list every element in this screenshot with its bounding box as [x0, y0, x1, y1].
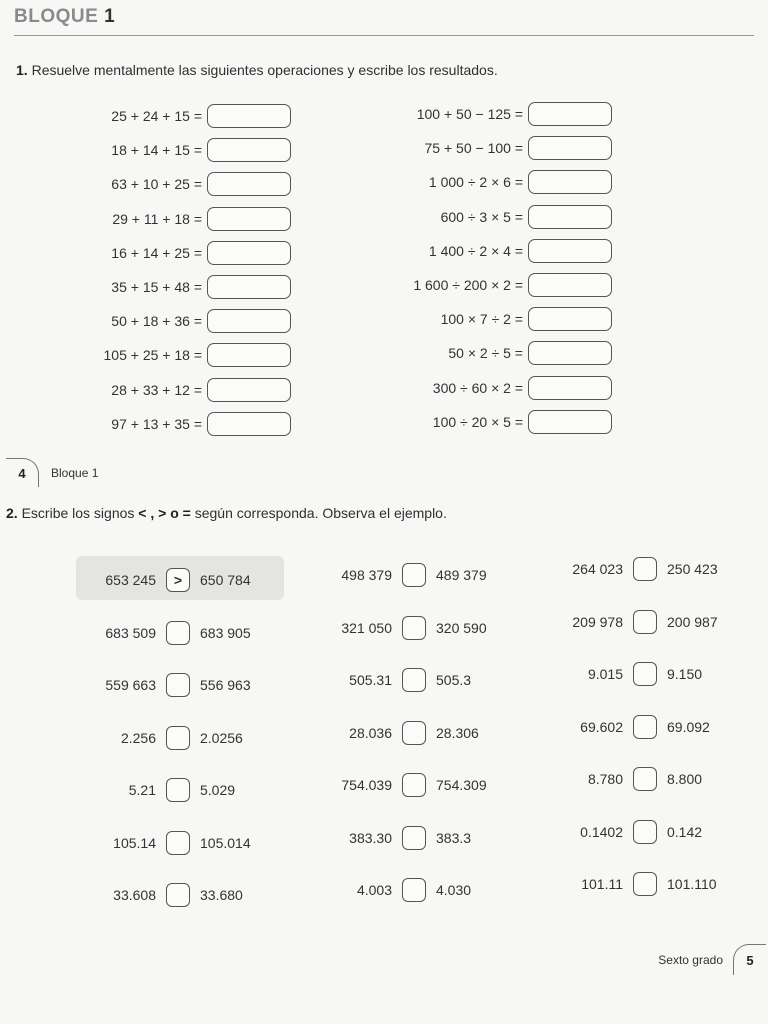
header-divider [14, 35, 754, 36]
comparison-row [96, 828, 251, 858]
comparison-right-number: 105.014 [200, 834, 251, 851]
operation-row [297, 339, 612, 367]
operation-row [0, 273, 291, 301]
comparison-row [330, 770, 487, 800]
sign-box[interactable] [402, 773, 426, 797]
operation-expression: 1 400 ÷ 2 × 4 = [428, 242, 523, 259]
page-header [14, 6, 115, 28]
comparison-left-number: 264 023 [572, 561, 623, 577]
operation-expression: 300 ÷ 60 × 2 = [432, 379, 523, 396]
comparison-right-number: 754.309 [436, 777, 487, 793]
answer-box[interactable] [528, 205, 612, 229]
operation-expression: 105 + 25 + 18 = [103, 347, 202, 364]
comparison-right-number: 33.680 [200, 887, 243, 903]
operation-expression: 29 + 11 + 18 = [112, 210, 202, 227]
operation-row [297, 237, 612, 265]
operation-row [0, 102, 291, 130]
comparison-left-number: 754.039 [341, 777, 392, 793]
operation-row [297, 271, 612, 299]
comparison-right-number: 320 590 [436, 619, 487, 636]
operation-expression: 1 600 ÷ 200 × 2 = [413, 277, 523, 293]
operation-expression: 100 ÷ 20 × 5 = [432, 413, 523, 430]
exercise1-text: Resuelve mentalmente las siguientes operaciones y escribe los resultados. [31, 62, 498, 78]
comparison-right-number: 5.029 [200, 782, 236, 798]
comparison-right-number: 101.110 [667, 876, 717, 892]
comparison-left-number: 8.780 [587, 771, 623, 787]
comparison-row [563, 607, 718, 637]
answer-box[interactable] [207, 104, 291, 128]
answer-box[interactable] [528, 273, 612, 297]
comparison-left-number: 505.31 [349, 672, 392, 688]
exercise2-signs: < , > o = [138, 505, 191, 521]
comparison-left-number: 5.21 [128, 782, 156, 798]
comparison-row [330, 560, 487, 590]
exercise2-text-pre: Escribe los signos [21, 505, 135, 521]
comparison-row [330, 665, 471, 695]
comparison-left-number: 209 978 [572, 613, 623, 630]
comparison-row [96, 880, 243, 910]
exercise2-text-post: según corresponda. Observa el ejemplo. [194, 505, 447, 521]
comparison-row [330, 718, 479, 748]
comparison-right-number: 9.150 [667, 666, 703, 682]
operation-expression: 1 000 ÷ 2 × 6 = [428, 174, 523, 191]
comparison-right-number: 8.800 [667, 771, 703, 787]
sign-box[interactable] [633, 767, 657, 791]
comparison-row [563, 659, 702, 689]
operation-row [0, 376, 291, 404]
exercise1-instruction [16, 62, 498, 78]
exercise2-instruction [6, 505, 447, 521]
operation-expression: 97 + 13 + 35 = [111, 415, 202, 432]
operation-row [0, 307, 291, 335]
comparison-left-number: 321 050 [341, 619, 392, 636]
operation-row [297, 168, 612, 196]
operation-expression: 600 ÷ 3 × 5 = [440, 208, 523, 225]
answer-box[interactable] [207, 412, 291, 436]
sign-box[interactable] [633, 610, 657, 634]
answer-box[interactable] [207, 343, 291, 367]
comparison-left-number: 9.015 [587, 666, 623, 682]
comparison-row [96, 775, 235, 805]
sign-box[interactable] [402, 668, 426, 692]
operation-expression: 50 × 2 ÷ 5 = [448, 345, 523, 362]
comparison-left-number: 33.608 [113, 887, 156, 903]
answer-box[interactable] [207, 309, 291, 333]
comparison-row [96, 618, 251, 648]
operation-row [297, 408, 612, 436]
sign-box[interactable] [166, 621, 190, 645]
comparison-row [563, 764, 702, 794]
comparison-left-number: 653 245 [105, 572, 156, 588]
footer-left-label: Bloque 1 [51, 465, 99, 480]
comparison-left-number: 69.602 [580, 718, 623, 735]
operation-row [297, 100, 612, 128]
operation-row [0, 239, 291, 267]
comparison-left-number: 0.1402 [580, 823, 623, 840]
answer-box[interactable] [528, 376, 612, 400]
operation-expression: 100 × 7 ÷ 2 = [440, 311, 523, 328]
answer-box[interactable] [528, 102, 612, 126]
comparison-left-number: 2.256 [120, 729, 156, 746]
operation-expression: 25 + 24 + 15 = [111, 108, 202, 124]
operation-row [297, 203, 612, 231]
comparison-row [330, 823, 471, 853]
answer-box[interactable] [207, 241, 291, 265]
operation-expression: 16 + 14 + 25 = [111, 244, 202, 261]
sign-box[interactable] [166, 778, 190, 802]
sign-box[interactable] [633, 872, 657, 896]
comparison-right-number: 683 905 [200, 624, 251, 641]
answer-box[interactable] [207, 207, 291, 231]
comparison-right-number: 4.030 [436, 882, 472, 898]
comparison-left-number: 101.11 [581, 876, 623, 892]
comparison-left-number: 4.003 [356, 882, 392, 898]
operation-row [0, 170, 291, 198]
footer-left [6, 458, 98, 487]
answer-box[interactable] [207, 138, 291, 162]
sign-box[interactable] [402, 826, 426, 850]
answer-box[interactable] [528, 410, 612, 434]
comparison-right-number: 383.3 [436, 829, 472, 846]
page-number-left: 4 [6, 458, 39, 487]
footer-right [646, 944, 766, 975]
operation-expression: 35 + 15 + 48 = [111, 279, 202, 295]
operation-row [0, 341, 291, 369]
comparison-right-number: 650 784 [200, 572, 251, 588]
sign-box[interactable] [633, 715, 657, 739]
comparison-row [563, 869, 717, 899]
footer-right-label: Sexto grado [658, 952, 723, 967]
comparison-row [96, 670, 251, 700]
operation-row [0, 136, 291, 164]
sign-box[interactable] [166, 883, 190, 907]
operation-row [297, 374, 612, 402]
sign-box[interactable] [402, 721, 426, 745]
answer-box[interactable] [528, 136, 612, 160]
comparison-row [330, 875, 471, 905]
comparison-row [563, 712, 710, 742]
page-number-right: 5 [733, 944, 766, 975]
sign-box[interactable] [166, 726, 190, 750]
example-comparison-row [96, 565, 251, 595]
answer-box[interactable] [207, 275, 291, 299]
operation-expression: 100 + 50 − 125 = [416, 106, 523, 122]
comparison-right-number: 489 379 [436, 567, 487, 583]
comparison-right-number: 556 963 [200, 677, 251, 693]
sign-box[interactable] [633, 557, 657, 581]
sign-box[interactable] [402, 563, 426, 587]
comparison-right-number: 505.3 [436, 672, 472, 688]
answer-box[interactable] [528, 307, 612, 331]
sign-box[interactable] [166, 673, 190, 697]
operation-row [0, 205, 291, 233]
comparison-right-number: 28.306 [436, 724, 479, 741]
comparison-left-number: 498 379 [341, 567, 392, 583]
sign-box[interactable] [166, 831, 190, 855]
operation-expression: 75 + 50 − 100 = [424, 140, 523, 157]
operation-row [0, 410, 291, 438]
answer-box[interactable] [528, 170, 612, 194]
answer-box[interactable] [528, 341, 612, 365]
comparison-row [330, 613, 487, 643]
header-title-number: 1 [104, 6, 116, 27]
operation-expression: 50 + 18 + 36 = [111, 313, 202, 330]
comparison-left-number: 383.30 [349, 829, 392, 846]
answer-box[interactable] [528, 239, 612, 263]
comparison-row [563, 554, 718, 584]
comparison-row [563, 817, 702, 847]
comparison-left-number: 559 663 [105, 677, 156, 693]
operation-row [297, 305, 612, 333]
comparison-right-number: 0.142 [667, 823, 703, 840]
exercise1-number: 1. [16, 62, 28, 78]
operation-expression: 18 + 14 + 15 = [111, 142, 202, 159]
sign-box[interactable] [633, 820, 657, 844]
comparison-left-number: 105.14 [113, 834, 156, 851]
operation-row [297, 134, 612, 162]
comparison-left-number: 28.036 [349, 724, 392, 741]
sign-box[interactable] [402, 616, 426, 640]
answer-box[interactable] [207, 378, 291, 402]
comparison-right-number: 250 423 [667, 561, 718, 577]
sign-box[interactable] [402, 878, 426, 902]
sign-box[interactable]: > [166, 568, 190, 592]
header-title-word: BLOQUE [14, 6, 99, 27]
comparison-right-number: 2.0256 [200, 729, 243, 746]
sign-box[interactable] [633, 662, 657, 686]
comparison-row [96, 723, 243, 753]
comparison-right-number: 200 987 [667, 613, 718, 630]
operation-expression: 28 + 33 + 12 = [111, 381, 202, 398]
comparison-left-number: 683 509 [105, 624, 156, 641]
operation-expression: 63 + 10 + 25 = [111, 176, 202, 193]
comparison-right-number: 69.092 [667, 718, 710, 735]
exercise2-number: 2. [6, 505, 18, 521]
answer-box[interactable] [207, 172, 291, 196]
